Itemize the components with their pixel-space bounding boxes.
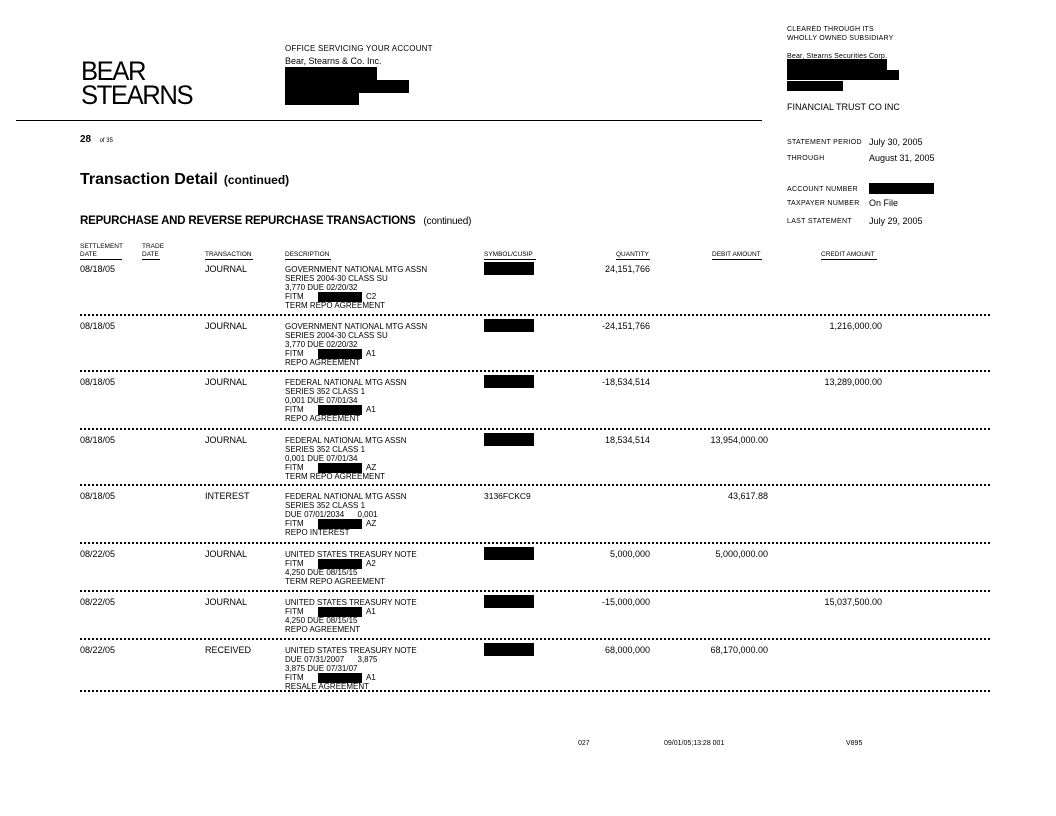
col-credit: CREDIT AMOUNT [821,251,875,258]
row-desc-line: TERM REPO AGREEMENT [285,301,386,310]
col-trade-l2: DATE [142,251,159,258]
section-continued: (continued) [423,216,472,227]
row-desc-line: DUE 07/01/2034 0,001 [285,510,378,519]
row-separator [80,638,990,640]
last-statement-label: LAST STATEMENT [787,218,852,225]
client-name: FINANCIAL TRUST CO INC [787,102,900,112]
row-debit-amount: 5,000,000.00 [715,549,768,559]
row-debit-amount: 68,170,000.00 [710,645,768,655]
row-transaction-type: RECEIVED [205,645,252,655]
row-desc-line: GOVERNMENT NATIONAL MTG ASSN [285,265,428,274]
header-rule [16,120,762,121]
row-desc-line: 3,770 DUE 02/20/32 [285,283,358,292]
redaction-account-number [869,183,934,194]
row-quantity: 24,151,766 [604,264,650,274]
clearing-firm-name: Bear, Stearns Securities Corp. [787,53,888,60]
row-settlement-date: 08/18/05 [80,264,116,274]
redaction-cusip [484,643,534,656]
row-quantity: 5,000,000 [609,549,650,559]
cleared-line2: WHOLLY OWNED SUBSIDIARY [787,35,894,42]
row-desc-acct-type: AZ [366,519,377,528]
col-symbol: SYMBOL/CUSIP [484,251,533,258]
page-total: of 35 [99,138,113,144]
page-title [80,171,289,189]
row-desc-line: RESALE AGREEMENT [285,682,370,691]
row-desc-line: SERIES 352 CLASS 1 [285,387,366,396]
row-desc-line: 4,250 DUE 08/15/15 [285,568,358,577]
row-desc-line: SERIES 352 CLASS 1 [285,501,366,510]
redaction-cusip [484,319,534,332]
col-settlement-l2: DATE [80,251,97,258]
through-value: August 31, 2005 [869,153,935,163]
col-rule [80,259,122,260]
row-desc-acct-type: A2 [366,559,376,568]
row-desc-line: GOVERNMENT NATIONAL MTG ASSN [285,322,428,331]
col-rule [484,259,536,260]
row-transaction-type: JOURNAL [205,597,248,607]
row-quantity: 18,534,514 [604,435,650,445]
redaction-cusip [484,262,534,275]
logo-line2: STEARNS [81,80,193,110]
row-separator [80,370,990,372]
row-settlement-date: 08/22/05 [80,549,116,559]
col-settlement-date [80,243,123,259]
row-transaction-type: INTEREST [205,491,250,501]
redaction-client-1 [787,60,887,70]
row-desc-line: FEDERAL NATIONAL MTG ASSN [285,378,407,387]
section-title [80,215,471,227]
cleared-line1: CLEARED THROUGH ITS [787,26,874,33]
row-desc-fitm: FITM [285,519,304,528]
col-rule [712,259,762,260]
last-statement-value: July 29, 2005 [869,216,923,226]
row-desc-acct-type: A1 [366,405,376,414]
row-desc-fitm: FITM [285,463,304,472]
bear-stearns-logo [81,56,193,110]
footer-code-2: V895 [846,740,863,747]
row-desc-fitm: FITM [285,405,304,414]
row-desc-line: 0,001 DUE 07/01/34 [285,396,358,405]
row-desc-line: 3,770 DUE 02/20/32 [285,340,358,349]
row-desc-fitm: FITM [285,292,304,301]
logo-line1: BEAR [81,56,146,86]
row-desc-line: UNITED STATES TREASURY NOTE [285,550,417,559]
col-rule [616,259,650,260]
col-quantity: QUANTITY [616,251,649,258]
col-rule [285,259,331,260]
row-desc-fitm: FITM [285,673,304,682]
statement-period-label: STATEMENT PERIOD [787,139,862,146]
row-quantity: -18,534,514 [601,377,650,387]
redaction-office-1 [285,67,377,80]
title-continued: (continued) [223,173,290,187]
row-debit-amount: 13,954,000.00 [710,435,768,445]
row-transaction-type: JOURNAL [205,549,248,559]
row-settlement-date: 08/22/05 [80,645,116,655]
title-main: Transaction Detail [80,171,218,188]
redaction-cusip [484,375,534,388]
row-settlement-date: 08/18/05 [80,377,116,387]
row-separator [80,314,990,316]
row-desc-line: REPO AGREEMENT [285,414,361,423]
row-debit-amount: 43,617.88 [727,491,768,501]
redaction-cusip [484,433,534,446]
redaction-client-3 [787,81,843,91]
row-quantity: 68,000,000 [604,645,650,655]
row-symbol: 3136FCKC9 [484,491,531,501]
col-settlement-l1: SETTLEMENT [80,243,123,250]
row-transaction-type: JOURNAL [205,264,248,274]
row-desc-line: TERM REPO AGREEMENT [285,577,386,586]
row-separator [80,484,990,486]
col-description: DESCRIPTION [285,251,330,258]
row-settlement-date: 08/18/05 [80,435,116,445]
redaction-cusip [484,547,534,560]
row-desc-acct-type: A1 [366,349,376,358]
page-current: 28 [80,134,92,145]
row-separator [80,428,990,430]
redaction-client-2 [787,70,899,80]
row-desc-line: TERM REPO AGREEMENT [285,472,386,481]
row-transaction-type: JOURNAL [205,435,248,445]
col-trade-l1: TRADE [142,243,165,250]
row-credit-amount: 15,037,500.00 [824,597,882,607]
row-transaction-type: JOURNAL [205,377,248,387]
through-label: THROUGH [787,155,825,162]
row-credit-amount: 1,216,000.00 [829,321,882,331]
footer-timestamp: 09/01/05;13:28 001 [664,740,725,747]
col-rule [142,259,160,260]
row-desc-line: DUE 07/31/2007 3,875 [285,655,378,664]
col-debit: DEBIT AMOUNT [712,251,761,258]
row-desc-line: 0,001 DUE 07/01/34 [285,454,358,463]
redaction-cusip [484,595,534,608]
taxpayer-label: TAXPAYER NUMBER [787,200,860,207]
row-desc-line: REPO INTEREST [285,528,350,537]
account-number-label: ACCOUNT NUMBER [787,186,858,193]
row-desc-line: 3,875 DUE 07/31/07 [285,664,358,673]
row-desc-acct-type: A1 [366,673,376,682]
row-separator [80,590,990,592]
col-trade-date [142,243,164,259]
row-desc-line: SERIES 2004-30 CLASS SU [285,274,388,283]
col-transaction: TRANSACTION [205,251,252,258]
row-desc-line: 4,250 DUE 08/15/15 [285,616,358,625]
row-separator [80,542,990,544]
row-desc-fitm: FITM [285,349,304,358]
section-main: REPURCHASE AND REVERSE REPURCHASE TRANSACTIONS [80,215,416,227]
row-settlement-date: 08/18/05 [80,491,116,501]
row-separator [80,690,990,692]
row-desc-fitm: FITM [285,607,304,616]
row-desc-fitm: FITM [285,559,304,568]
row-desc-line: SERIES 2004-30 CLASS SU [285,331,388,340]
row-quantity: -15,000,000 [601,597,650,607]
row-credit-amount: 13,289,000.00 [824,377,882,387]
row-settlement-date: 08/22/05 [80,597,116,607]
page-number [80,129,113,147]
row-transaction-type: JOURNAL [205,321,248,331]
col-rule [821,259,877,260]
row-desc-line: UNITED STATES TREASURY NOTE [285,646,417,655]
office-label: OFFICE SERVICING YOUR ACCOUNT [285,44,433,53]
redaction-office-3 [285,93,359,105]
office-name: Bear, Stearns & Co. Inc. [285,56,382,66]
col-rule [205,259,253,260]
row-quantity: -24,151,766 [601,321,650,331]
row-desc-line: SERIES 352 CLASS 1 [285,445,366,454]
row-desc-line: REPO AGREEMENT [285,358,361,367]
row-desc-line: FEDERAL NATIONAL MTG ASSN [285,436,407,445]
statement-period-value: July 30, 2005 [869,137,923,147]
row-desc-acct-type: C2 [366,292,377,301]
row-desc-acct-type: A1 [366,607,376,616]
row-desc-line: FEDERAL NATIONAL MTG ASSN [285,492,407,501]
row-desc-line: REPO AGREEMENT [285,625,361,634]
row-desc-line: UNITED STATES TREASURY NOTE [285,598,417,607]
footer-code-1: 027 [578,740,590,747]
row-desc-acct-type: AZ [366,463,377,472]
redaction-office-2 [285,80,409,93]
row-settlement-date: 08/18/05 [80,321,116,331]
taxpayer-value: On File [869,198,899,208]
